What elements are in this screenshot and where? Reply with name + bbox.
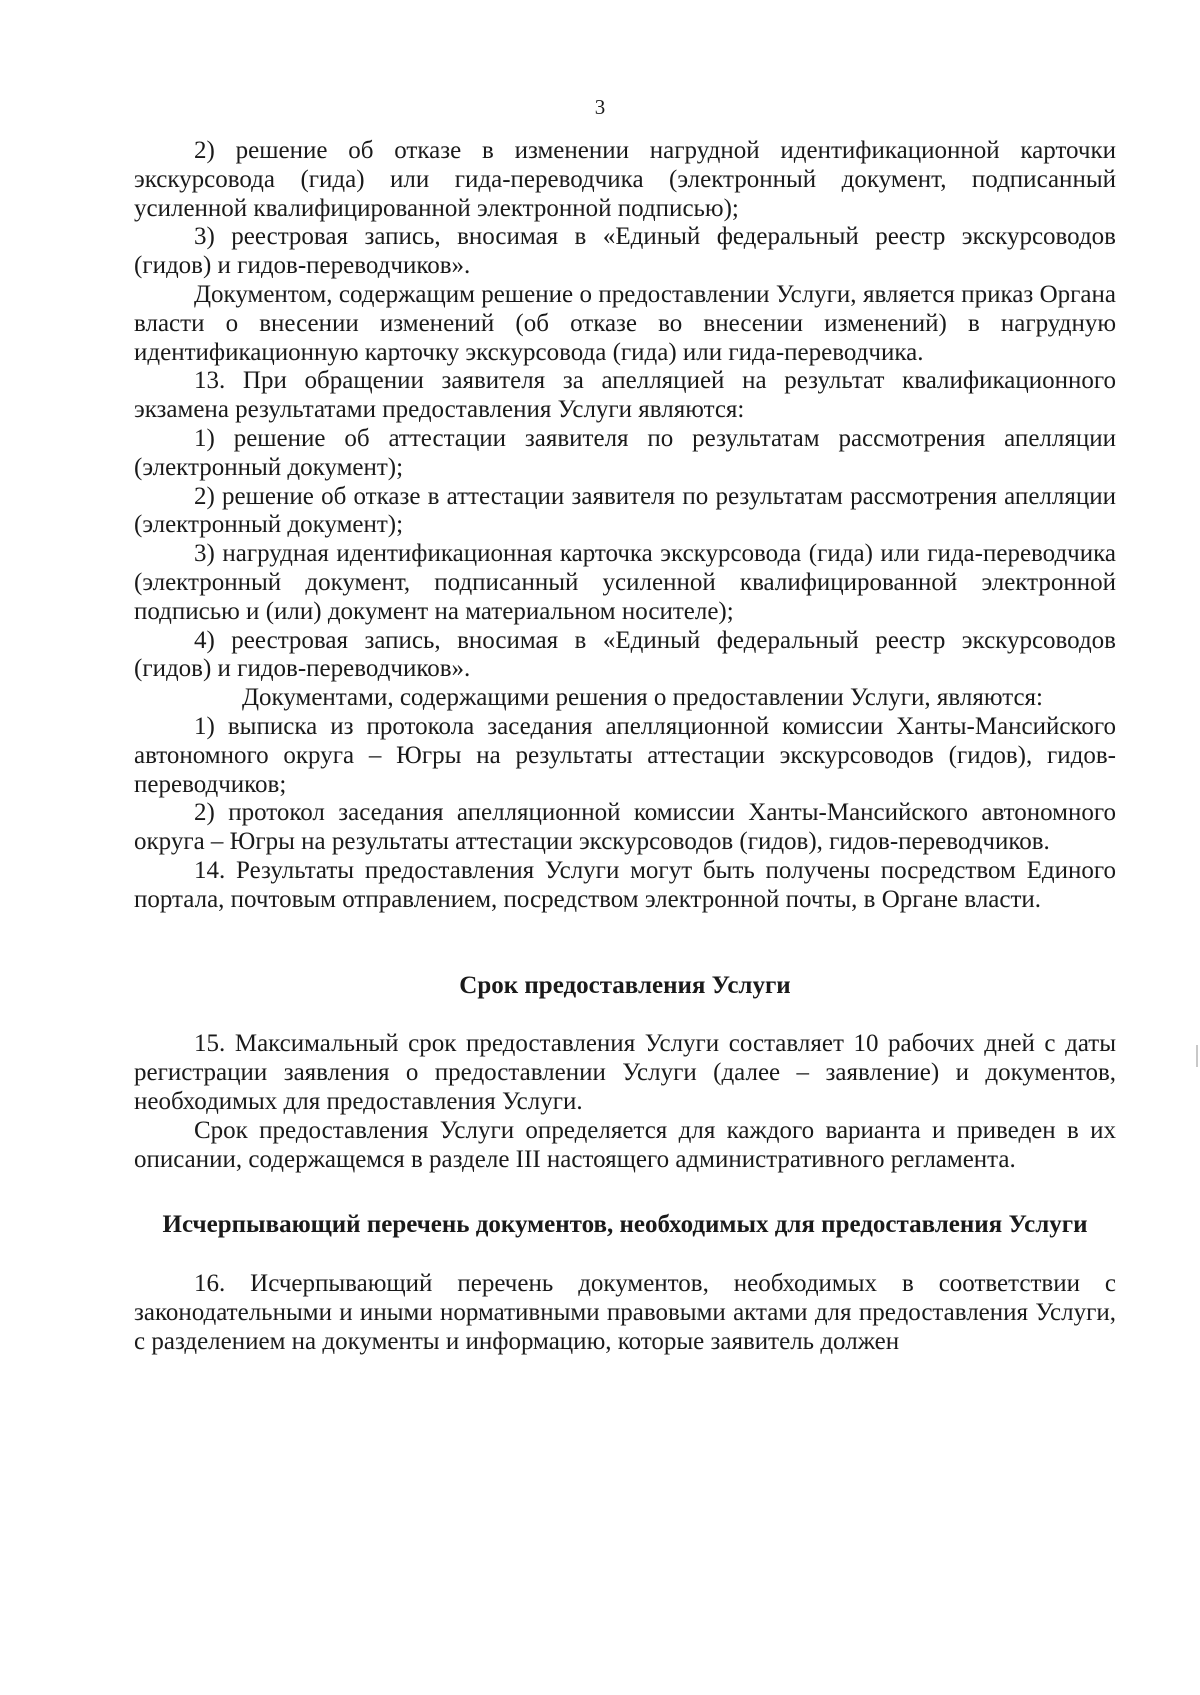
paragraph: 3) нагрудная идентификационная карточка экскурсовода (гида) или гида-переводчика (электронный документ, подписанный усиленной квалифицированной электронной подписью и (или) документ на материальном носителе); [134, 540, 1116, 625]
paragraph: 1) решение об аттестации заявителя по результатам рассмотрения апелляции (электронный документ); [134, 424, 1116, 481]
paragraph: Документами, содержащими решения о предоставлении Услуги, являются: [242, 684, 1043, 712]
paragraph: 4) реестровая запись, вносимая в «Единый федеральный реестр экскурсоводов (гидов) и гидов-переводчиков». [134, 626, 1116, 683]
section-heading: Исчерпывающий перечень документов, необходимых для предоставления Услуги [162, 1211, 1088, 1239]
paragraph: 2) решение об отказе в изменении нагрудной идентификационной карточки экскурсовода (гида) или гида-переводчика (электронный документ, подписанный усиленной квалифицированной электронной подписью); [134, 137, 1116, 222]
paragraph: 3) реестровая запись, вносимая в «Единый федеральный реестр экскурсоводов (гидов) и гидов-переводчиков». [134, 223, 1116, 280]
paragraph: 13. При обращении заявителя за апелляцией на результат квалификационного экзамена результатами предоставления Услуги являются: [134, 367, 1116, 424]
paragraph: Срок предоставления Услуги определяется для каждого варианта и приведен в их описании, содержащемся в разделе III настоящего административного регламента. [134, 1116, 1116, 1173]
paragraph: 1) выписка из протокола заседания апелляционной комиссии Ханты-Мансийского автономного округа – Югры на результаты аттестации экскурсоводов (гидов), гидов-переводчиков; [134, 712, 1116, 798]
document-body [134, 137, 1116, 1356]
paragraph: 14. Результаты предоставления Услуги могут быть получены посредством Единого портала, почтовым отправлением, посредством электронной почты, в Органе власти. [134, 856, 1116, 913]
page-number: 3 [594, 95, 606, 119]
paragraph: Документом, содержащим решение о предоставлении Услуги, является приказ Органа власти о внесении изменений (об отказе во внесении изменений) в нагрудную идентификационную карточку экскурсовода (гида) или гида-переводчика. [134, 280, 1116, 366]
paragraph: 2) решение об отказе в аттестации заявителя по результатам рассмотрения апелляции (электронный документ); [134, 482, 1116, 539]
paragraph: 2) протокол заседания апелляционной комиссии Ханты-Мансийского автономного округа – Югры на результаты аттестации экскурсоводов (гидов), гидов-переводчиков. [134, 799, 1116, 856]
paragraph: 16. Исчерпывающий перечень документов, необходимых в соответствии с законодательными и иными нормативными правовыми актами для предоставления Услуги, с разделением на документы и информацию, которые заявитель должен [134, 1270, 1116, 1355]
paragraph: 15. Максимальный срок предоставления Услуги составляет 10 рабочих дней с даты регистрации заявления о предоставлении Услуги (далее – заявление) и документов, необходимых для предоставления Услуги. [134, 1030, 1116, 1115]
scan-artifact [1196, 1045, 1198, 1067]
section-heading: Срок предоставления Услуги [459, 971, 791, 999]
